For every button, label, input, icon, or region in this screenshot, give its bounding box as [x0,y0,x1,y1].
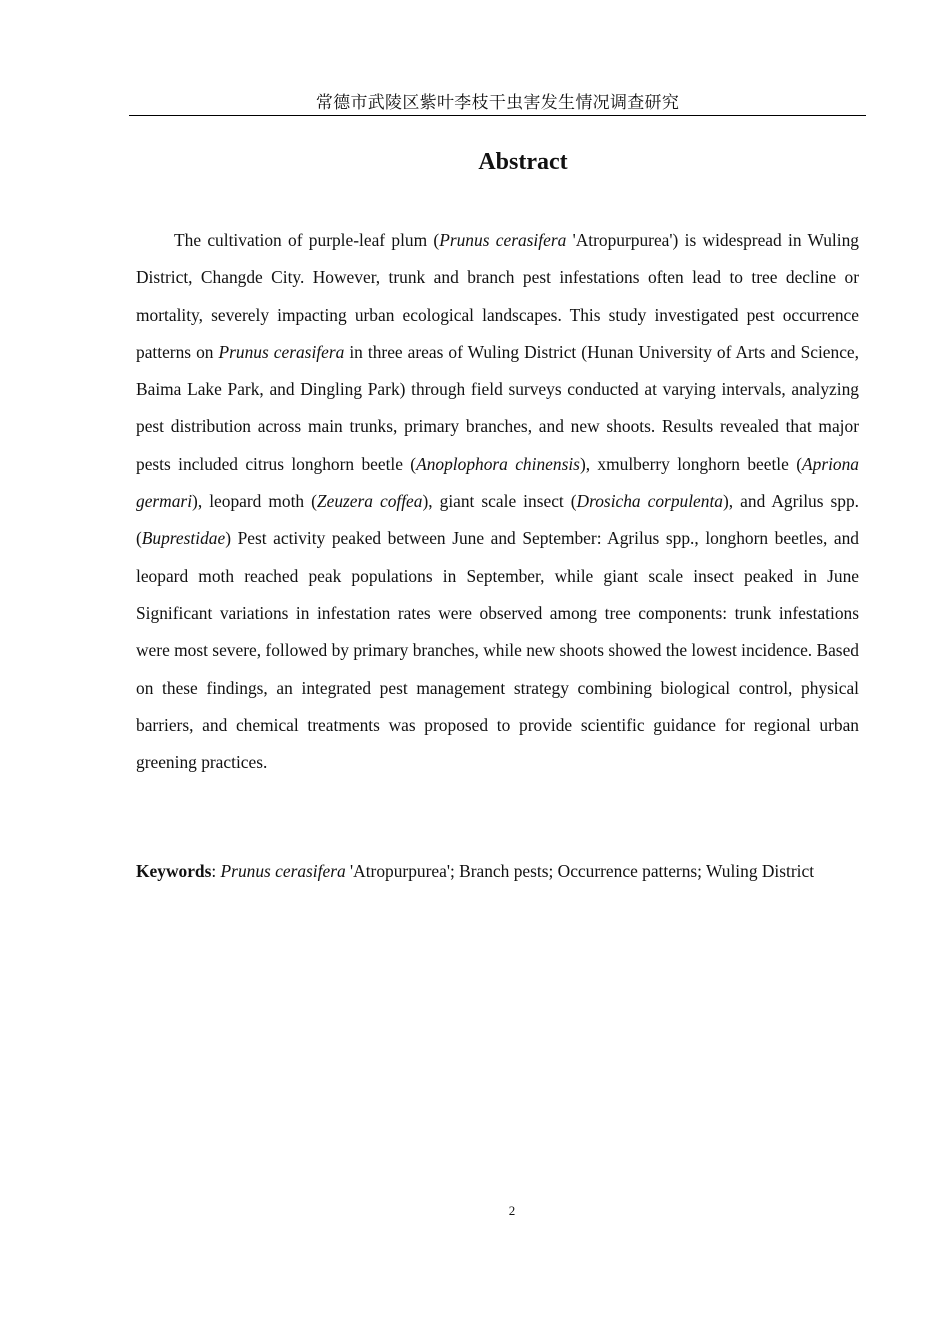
species-name: Drosicha corpulenta [576,491,723,512]
abstract-text: The cultivation of purple-leaf plum ( [174,230,440,250]
species-name: Zeuzera coffea [316,491,423,512]
abstract-text: 'Atropurpurea') is widespread in Wuling District, Changde City. However, trunk and branch pest infestations often lead to tree decline or mortality, severely impacting urban ecological landscapes. This study investigated pest occurrence patterns on [136,230,859,362]
keywords-label: Keywords [136,861,212,881]
abstract-paragraph [136,222,859,781]
species-name: Prunus cerasifera [439,230,567,250]
species-name: Anoplophora chinensis [416,453,580,474]
running-header [129,92,866,116]
abstract-text: ), xmulberry longhorn beetle ( [579,453,802,474]
abstract-text: ) Pest activity peaked between June and September: Agrilus spp., longhorn beetles, and leopard moth reached peak populations in September, while giant scale insect peaked in June Significant variations in infestation rates were observed among tree components: trunk infestations were most severe, followed by primary branches, while new shoots showed the lowest incidence. Based on these findings, an integrated pest management strategy combining biological control, physical barriers, and chemical treatments was proposed to provide scientific guidance for regional urban greening practices. [136,528,859,773]
keywords-species: Prunus cerasifera [220,861,346,881]
keywords-separator: : [211,861,221,881]
abstract-title: Abstract [478,149,568,175]
species-name: Buprestidae [141,528,226,549]
abstract-text: ), and Agrilus spp. ( [136,491,860,549]
running-header-title: 常德市武陵区紫叶李枝干虫害发生情况调查研究 [315,93,680,113]
keywords-list: 'Atropurpurea'; Branch pests; Occurrence patterns; Wuling District [345,861,815,881]
abstract-text: in three areas of Wuling District (Hunan University of Arts and Science, Baima Lake Park, and Dingling Park) through field surveys conducted at varying intervals, analyzing pest distribution across main trunks, primary branches, and new shoots. Results revealed that major pests included citrus longhorn beetle ( [136,341,859,474]
page-number: 2 [508,1203,516,1218]
species-name: Apriona germari [136,453,860,512]
abstract-text: ), giant scale insect ( [422,491,577,512]
abstract-text: ), leopard moth ( [192,491,317,512]
species-name: Prunus cerasifera [218,341,345,362]
keywords-line [136,853,859,890]
